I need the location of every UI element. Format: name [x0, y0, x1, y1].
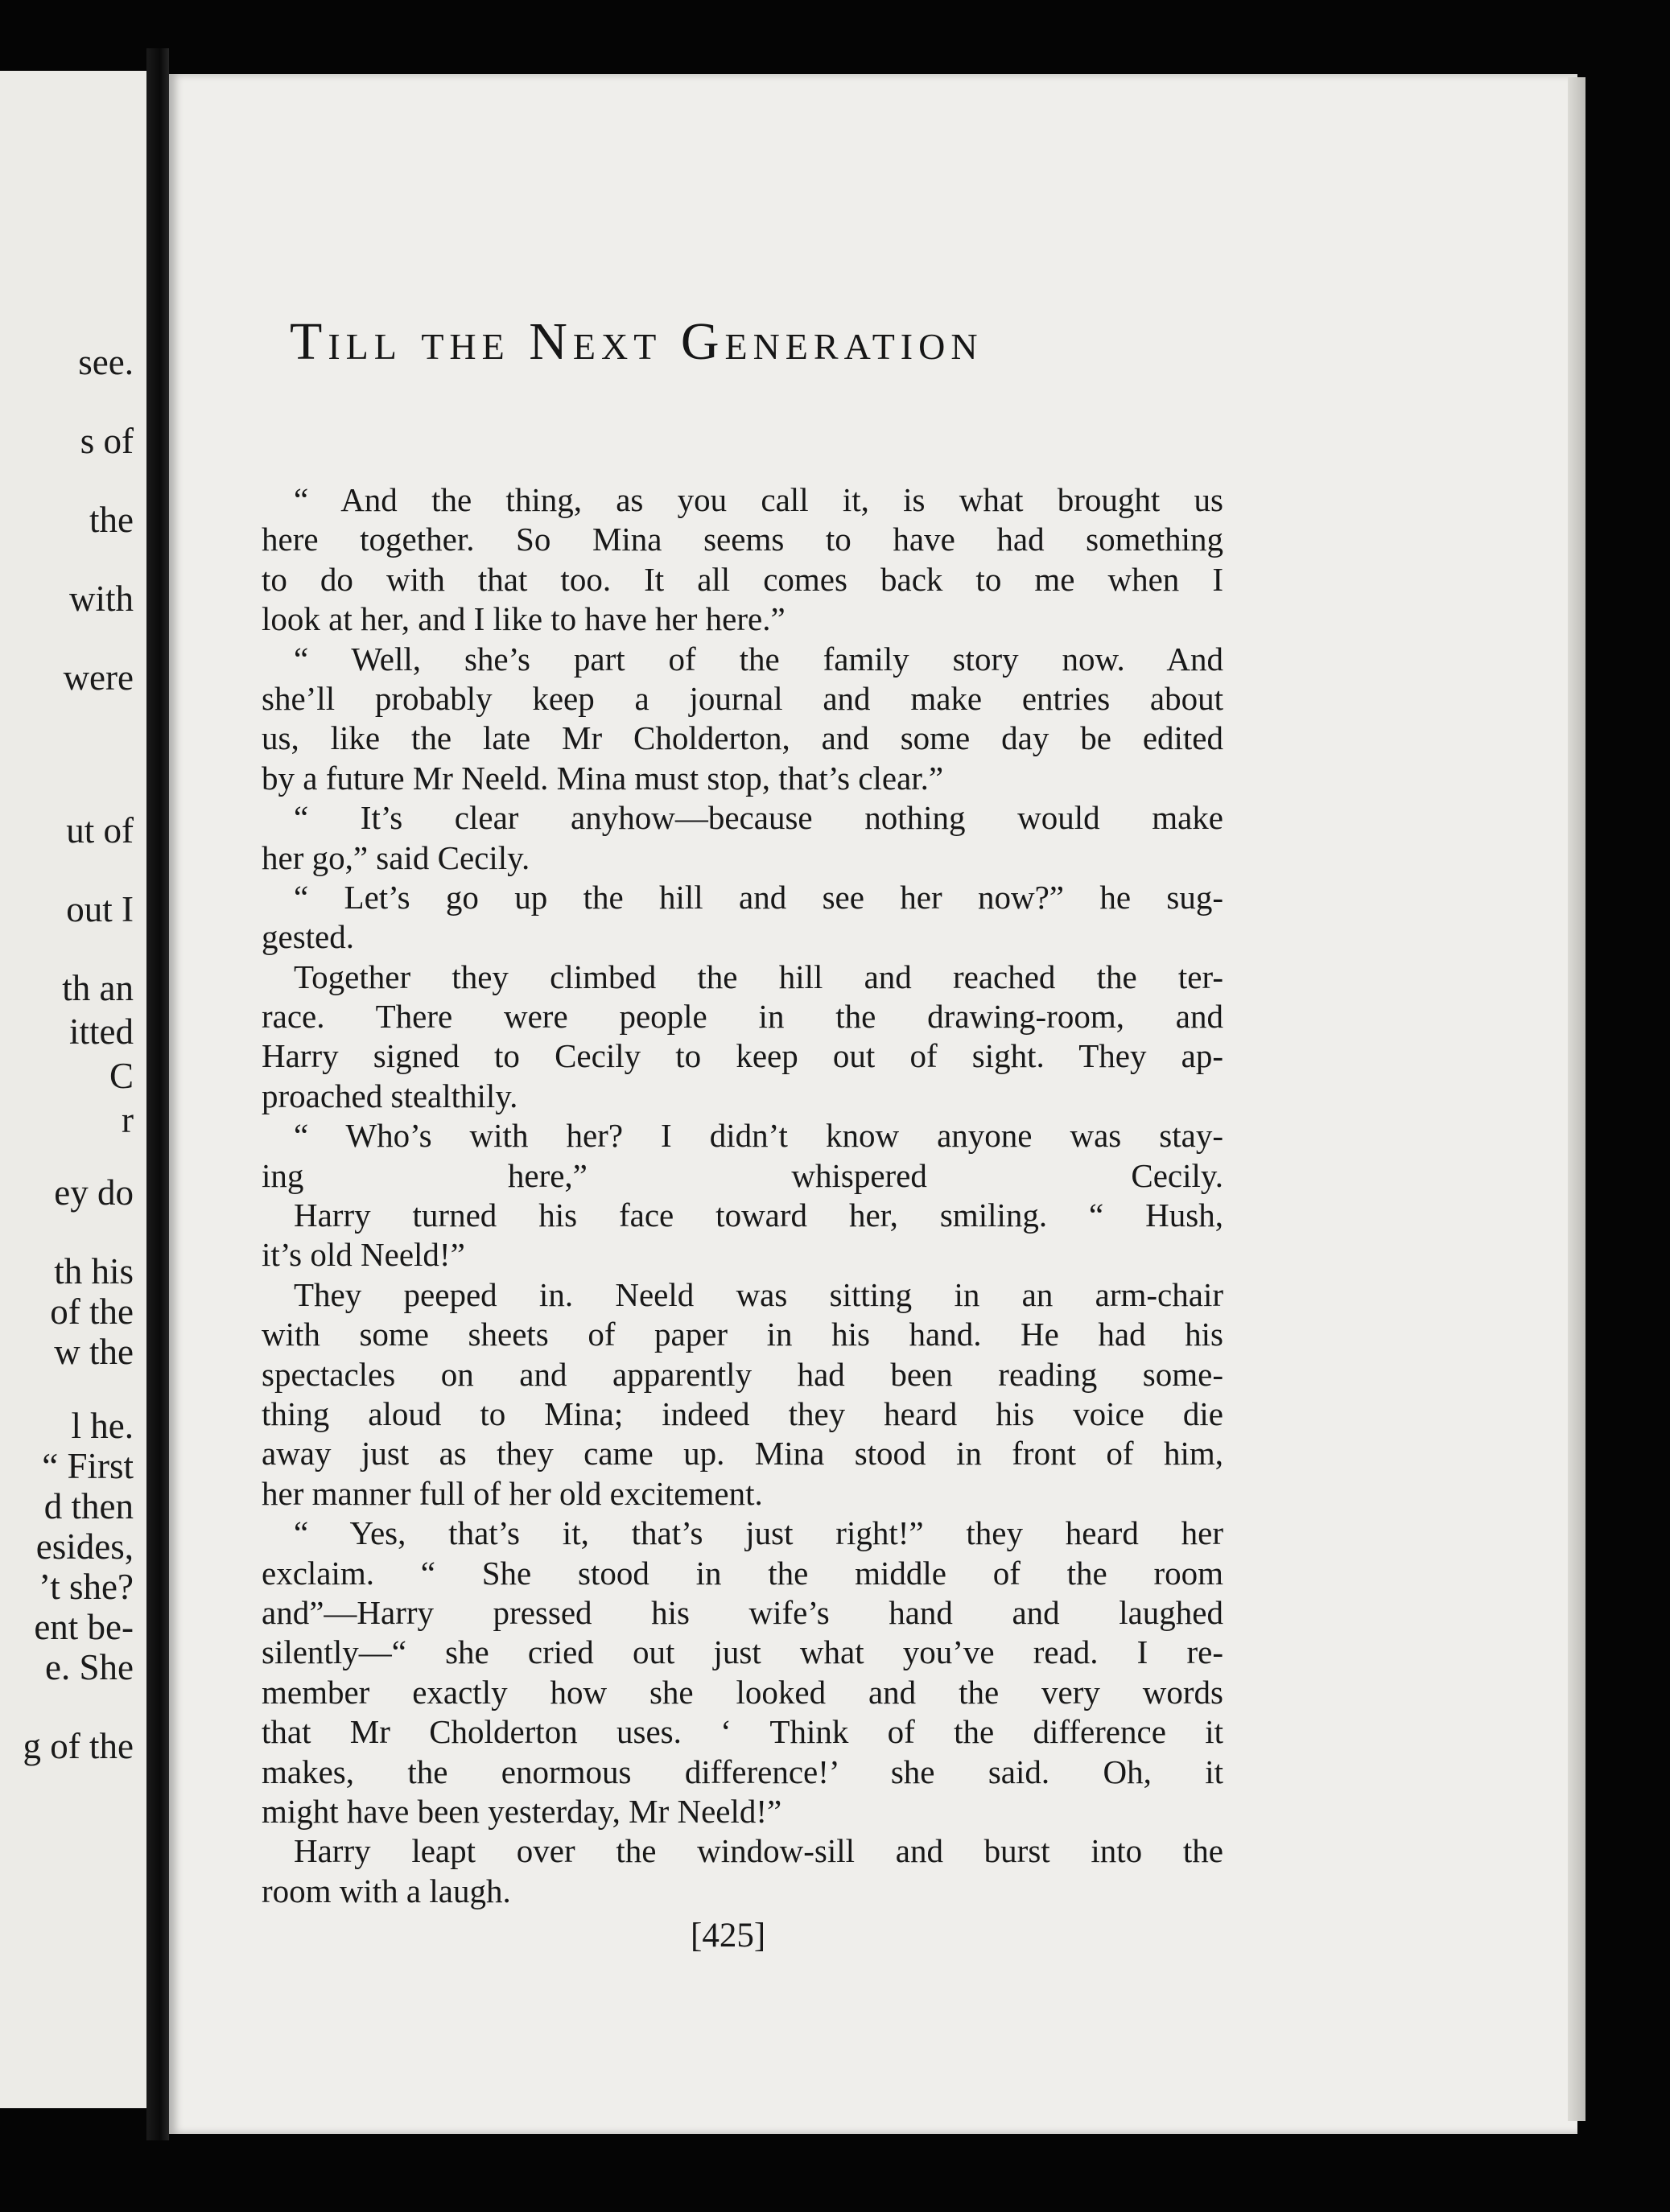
text-line: by a future Mr Neeld. Mina must stop, that’s clear.” — [262, 759, 944, 797]
page-number: [425] — [691, 1917, 766, 1955]
left-page-fragment: th an — [62, 968, 134, 1008]
text-line: she’ll probably keep a journal and make entries about — [262, 679, 1223, 717]
text-line: away just as they came up. Mina stood in front of him, — [262, 1435, 1223, 1473]
text-line: They peeped in. Neeld was sitting in an arm-chair — [294, 1275, 1223, 1313]
previous-page-fragment — [0, 71, 146, 2108]
text-line: Harry leapt over the window-sill and burst into the — [294, 1832, 1223, 1870]
left-page-fragment: w the — [54, 1332, 134, 1372]
text-line: race. There were people in the drawing-room, and — [262, 998, 1223, 1036]
text-line: look at her, and I like to have her here.” — [262, 600, 786, 638]
text-line: room with a laugh. — [262, 1872, 511, 1909]
text-line: thing aloud to Mina; indeed they heard his voice die — [262, 1394, 1223, 1432]
text-line: to do with that too. It all comes back to me when I — [262, 560, 1223, 598]
text-line: and”—Harry pressed his wife’s hand and laughed — [262, 1593, 1223, 1631]
left-page-fragment: e. She — [45, 1647, 134, 1687]
text-line: ing here,” whispered Cecily. — [262, 1156, 1223, 1194]
text-line: her go,” said Cecily. — [262, 838, 530, 876]
text-line: “ Well, she’s part of the family story now. And — [294, 640, 1223, 678]
left-page-fragment: l he. — [71, 1406, 134, 1446]
text-line: “ Yes, that’s it, that’s just right!” they heard her — [294, 1514, 1223, 1552]
left-page-fragment: ey do — [54, 1172, 134, 1213]
text-line: that Mr Cholderton uses. ‘ Think of the difference it — [262, 1713, 1223, 1751]
left-page-fragment: out I — [66, 889, 134, 929]
left-page-fragment: r — [122, 1100, 134, 1140]
page-edge — [1568, 77, 1585, 2121]
text-line: with some sheets of paper in his hand. He had his — [262, 1316, 1223, 1353]
text-line: exclaim. “ She stood in the middle of the room — [262, 1554, 1223, 1592]
text-line: Harry turned his face toward her, smiling. “ Hush, — [294, 1197, 1223, 1234]
left-page-fragment: with — [68, 579, 134, 619]
text-line: “ Let’s go up the hill and see her now?” he sug- — [294, 878, 1223, 916]
text-line: makes, the enormous difference!’ she said. Oh, it — [262, 1753, 1223, 1790]
left-page-fragment: s of — [80, 421, 134, 461]
left-page-fragment: see. — [78, 342, 134, 382]
text-line: here together. So Mina seems to have had something — [262, 521, 1223, 558]
text-line: gested. — [262, 918, 354, 956]
text-line: Harry signed to Cecily to keep out of sight. They ap- — [262, 1037, 1223, 1075]
text-line: spectacles on and apparently had been reading some- — [262, 1355, 1223, 1393]
text-line: her manner full of her old excitement. — [262, 1474, 763, 1512]
text-line: silently—“ she cried out just what you’ve read. I re- — [262, 1633, 1223, 1671]
text-line: “ And the thing, as you call it, is what brought us — [294, 481, 1223, 518]
text-line: member exactly how she looked and the very words — [262, 1673, 1223, 1711]
text-line: “ Who’s with her? I didn’t know anyone was stay- — [294, 1117, 1223, 1155]
left-page-fragment: were — [63, 657, 134, 698]
left-page-fragment: ent be- — [34, 1607, 134, 1647]
book-page — [169, 74, 1577, 2134]
book-gutter — [146, 48, 169, 2140]
left-page-fragment: itted — [69, 1011, 134, 1052]
text-line: Together they climbed the hill and reached the ter- — [294, 958, 1223, 995]
left-page-fragment: g of the — [23, 1726, 134, 1766]
left-page-fragment: esides, — [35, 1526, 134, 1567]
left-page-fragment: C — [109, 1056, 134, 1096]
running-head: Till the Next Generation — [290, 312, 983, 371]
left-page-fragment: ut of — [66, 810, 134, 851]
left-page-fragment: th his — [54, 1251, 134, 1291]
left-page-fragment: of the — [50, 1291, 134, 1332]
text-line: proached stealthily. — [262, 1077, 518, 1114]
left-page-fragment: d then — [43, 1486, 134, 1526]
text-line: us, like the late Mr Cholderton, and some day be edited — [262, 719, 1223, 757]
left-page-fragment: the — [89, 500, 134, 540]
body-text — [262, 480, 1223, 1911]
left-page-fragment: ’t she? — [39, 1567, 134, 1607]
left-page-fragment: “ First — [42, 1446, 134, 1486]
text-line: might have been yesterday, Mr Neeld!” — [262, 1792, 782, 1830]
text-line: it’s old Neeld!” — [262, 1236, 465, 1274]
text-line: “ It’s clear anyhow—because nothing would make — [294, 799, 1223, 837]
